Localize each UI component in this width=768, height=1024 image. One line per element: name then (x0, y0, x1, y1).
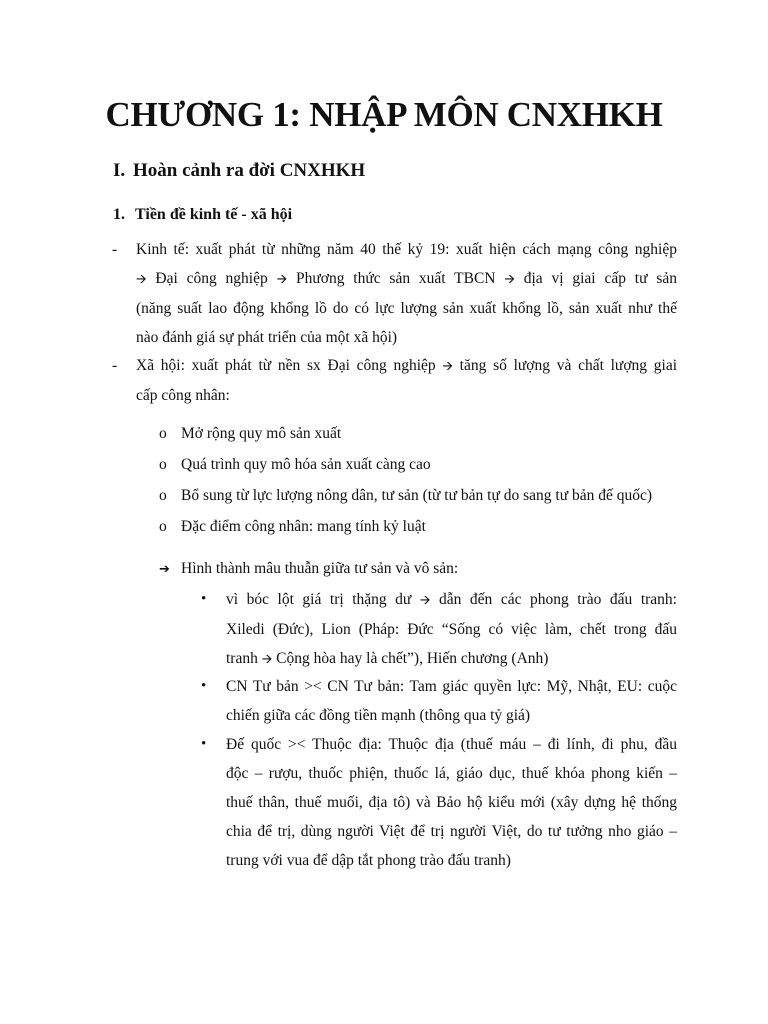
text-segment: tăng số lượng và chất lượng giai (452, 357, 677, 374)
sub-item-text: Đặc điểm công nhân: mang tính kỷ luật (181, 518, 426, 535)
text-line (136, 351, 677, 381)
sub-item-text: Quá trình quy mô hóa sản xuất càng cao (181, 456, 431, 473)
page-title: CHƯƠNG 1: NHẬP MÔN CNXHKH (105, 95, 663, 134)
subsection-heading (113, 204, 292, 226)
text-segment: Phương thức sản xuất TBCN (287, 270, 505, 287)
text-line: nào đánh giá sự phát triển của một xã hội) (136, 329, 398, 346)
bullet-icon: • (201, 736, 207, 752)
circle-bullet-icon: o (159, 487, 167, 504)
subsection-number: 1. (113, 206, 125, 223)
arrow-right-icon: ➔ (159, 562, 170, 577)
bullet-item (226, 585, 677, 674)
paragraph-xa-hoi (136, 351, 677, 410)
text-segment: Đại công nghiệp (146, 270, 277, 287)
arrow-right-icon: 🡪 (504, 272, 515, 287)
section-title: Hoàn cảnh ra đời CNXHKH (133, 160, 366, 181)
text-line: Đế quốc >< Thuộc địa: Thuộc địa (thuế máu – đi lính, đi phu, đầu (226, 736, 677, 753)
text-line: Xiledi (Đức), Lion (Pháp: Đức “Sống có việc làm, chết trong đấu (226, 621, 677, 638)
text-line: chiến giữa các đồng tiền mạnh (thông qua tỷ giá) (226, 707, 531, 724)
text-line: trung với vua để dập tắt phong trào đấu tranh) (226, 852, 511, 869)
text-segment: Xã hội: xuất phát từ nền sx Đại công nghiệp (136, 357, 443, 374)
sub-list-item (159, 423, 341, 445)
text-segment: vì bóc lột giá trị thặng dư (226, 591, 420, 608)
paragraph-kinh-te (136, 235, 677, 352)
section-number: I. (113, 160, 126, 181)
text-segment: tranh (226, 650, 262, 667)
dash-marker: - (112, 241, 118, 258)
text-line (226, 644, 677, 674)
circle-bullet-icon: o (159, 456, 167, 473)
bullet-item (226, 730, 677, 875)
text-line: độc – rượu, thuốc phiện, thuốc lá, giáo dục, thuế khóa phong kiến – (226, 765, 677, 782)
result-line (159, 558, 458, 581)
sub-item-text: Mở rộng quy mô sản xuất (181, 425, 342, 442)
sub-list-item (159, 454, 431, 476)
bullet-item (226, 672, 677, 730)
subsection-title: Tiền đề kinh tế - xã hội (135, 206, 293, 223)
dash-marker: - (112, 357, 118, 374)
text-segment: địa vị giai cấp tư sản (514, 270, 677, 287)
arrow-right-icon: 🡪 (261, 652, 273, 667)
text-line (226, 585, 677, 615)
arrow-right-icon: 🡪 (276, 272, 288, 287)
circle-bullet-icon: o (159, 425, 167, 442)
bullet-icon: • (201, 591, 207, 607)
bullet-icon: • (201, 678, 207, 694)
sub-list-item (159, 485, 652, 507)
circle-bullet-icon: o (159, 518, 167, 535)
text-line: thuế thân, thuế muối, địa tô) và Bảo hộ kiểu mới (xây dựng hệ thống (226, 794, 677, 811)
section-heading (113, 158, 365, 184)
arrow-right-icon: 🡪 (136, 272, 147, 287)
text-line: (năng suất lao động khổng lồ do có lực lượng sản xuất khổng lồ, sản xuất như thế (136, 300, 677, 317)
text-line: CN Tư bản >< CN Tư bản: Tam giác quyền lực: Mỹ, Nhật, EU: cuộc (226, 678, 677, 695)
arrow-right-icon: 🡪 (419, 593, 431, 608)
text-line: Kinh tế: xuất phát từ những năm 40 thế kỷ 19: xuất hiện cách mạng công nghiệp (136, 241, 677, 258)
text-line: chia để trị, dùng người Việt để trị người Việt, do tư tưởng nho giáo – (226, 823, 677, 840)
text-segment: Cộng hòa hay là chết”), Hiến chương (Anh) (272, 650, 549, 667)
result-text: Hình thành mâu thuẫn giữa tư sản và vô sản: (181, 560, 459, 577)
text-line: cấp công nhân: (136, 387, 230, 404)
text-segment: dẫn đến các phong trào đấu tranh: (430, 591, 677, 608)
text-line (136, 264, 677, 294)
sub-list-item (159, 516, 426, 538)
sub-item-text: Bổ sung từ lực lượng nông dân, tư sản (từ tư bản tự do sang tư bản đế quốc) (181, 487, 653, 504)
arrow-right-icon: 🡪 (442, 359, 453, 374)
